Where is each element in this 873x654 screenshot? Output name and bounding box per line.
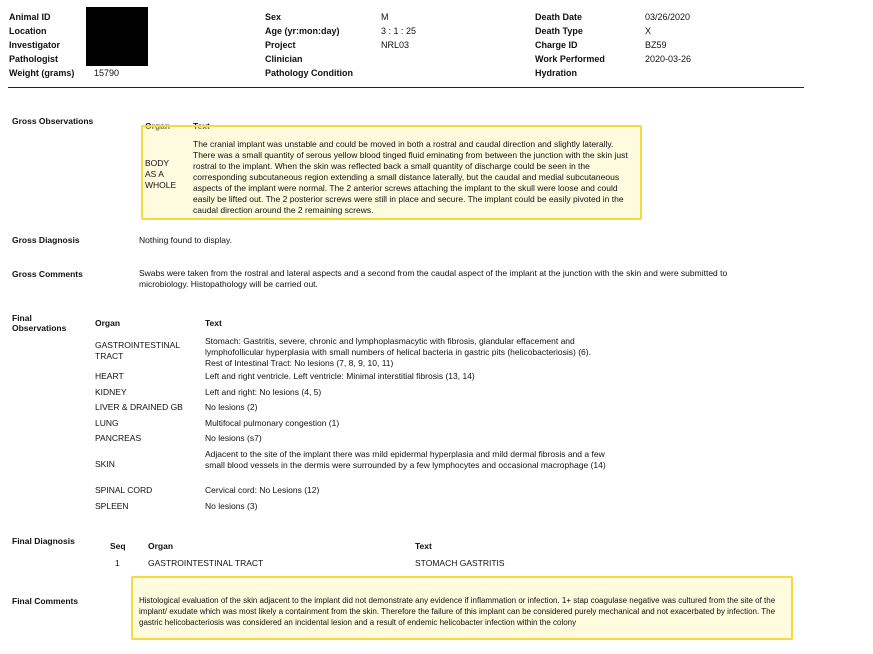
final-obs-text-heart: Left and right ventricle. Left ventricle: Minimal interstitial fibrosis (13, 14) bbox=[205, 371, 475, 381]
final-obs-organ-liver: LIVER & DRAINED GB bbox=[95, 402, 183, 412]
gross-diagnosis-title: Gross Diagnosis bbox=[12, 235, 80, 245]
label-hydration: Hydration bbox=[535, 68, 578, 78]
gross-comments-title: Gross Comments bbox=[12, 269, 83, 279]
final-observations-title-line-1: Final bbox=[12, 313, 32, 323]
label-animal-id: Animal ID bbox=[9, 12, 51, 22]
final-comments-title: Final Comments bbox=[12, 596, 79, 606]
final-obs-organ-spinal-cord: SPINAL CORD bbox=[95, 485, 153, 495]
gross-obs-col-text: Text bbox=[193, 121, 210, 131]
gross-obs-organ-line-3: WHOLE bbox=[145, 180, 177, 190]
final-obs-col-organ: Organ bbox=[95, 318, 121, 328]
gross-obs-organ-line-2: AS A bbox=[145, 169, 164, 179]
value-weight: 15790 bbox=[94, 68, 120, 78]
label-death-type: Death Type bbox=[535, 26, 583, 36]
header-divider bbox=[8, 87, 804, 88]
final-diagnosis-title: Final Diagnosis bbox=[12, 536, 75, 546]
gross-obs-organ-line-1: BODY bbox=[145, 158, 170, 168]
final-obs-organ-skin: SKIN bbox=[95, 459, 115, 469]
final-obs-text-kidney: Left and right: No lesions (4, 5) bbox=[205, 387, 322, 397]
label-weight: Weight (grams) bbox=[9, 68, 75, 78]
final-diag-col-text: Text bbox=[415, 541, 432, 551]
final-obs-text-spinal-cord: Cervical cord: No Lesions (12) bbox=[205, 485, 320, 495]
final-obs-col-text: Text bbox=[205, 318, 222, 328]
label-project: Project bbox=[265, 40, 296, 50]
label-charge-id: Charge ID bbox=[535, 40, 578, 50]
redaction-block bbox=[86, 7, 148, 66]
gross-diagnosis-text: Nothing found to display. bbox=[139, 235, 232, 245]
value-sex: M bbox=[381, 12, 389, 22]
gross-obs-text: The cranial implant was unstable and could be moved in both a rostral and caudal direction and slightly laterally. There was a small quantity of serous yellow blood tinged fluid eminating from between the junction with the skin just rostral to the implant. When the skin was reflected back a small quantity of discharge could be seen in the corresponding subcutaneous region extending a small distance laterally, but the caudal and medial subcutaneous aspects of the implant were normal. The 2 anterior screws attaching the implant to the skull were loose and could easily be lifted out. The 2 posterior screws were still in place and secure. The implant could be easily pivoted in the caudal direction around the 2 remaining screws. bbox=[193, 139, 628, 215]
final-diag-organ: GASTROINTESTINAL TRACT bbox=[148, 558, 264, 568]
final-diag-col-organ: Organ bbox=[148, 541, 174, 551]
gross-obs-col-organ: Organ bbox=[145, 121, 171, 131]
value-age: 3 : 1 : 25 bbox=[381, 26, 417, 36]
label-location: Location bbox=[9, 26, 47, 36]
value-charge-id: BZ59 bbox=[645, 40, 667, 50]
label-clinician: Clinician bbox=[265, 54, 303, 64]
final-obs-organ-heart: HEART bbox=[95, 371, 124, 381]
gross-observations-title: Gross Observations bbox=[12, 116, 94, 126]
final-obs-text-lung: Multifocal pulmonary congestion (1) bbox=[205, 418, 340, 428]
label-age: Age (yr:mon:day) bbox=[265, 26, 340, 36]
final-obs-text-spleen: No lesions (3) bbox=[205, 501, 258, 511]
final-obs-organ-gi: GASTROINTESTINAL TRACT bbox=[95, 340, 180, 361]
final-obs-text-liver: No lesions (2) bbox=[205, 402, 258, 412]
label-work-performed: Work Performed bbox=[535, 54, 605, 64]
label-investigator: Investigator bbox=[9, 40, 61, 50]
value-project: NRL03 bbox=[381, 40, 410, 50]
value-death-date: 03/26/2020 bbox=[645, 12, 691, 22]
final-observations-title-line-2: Observations bbox=[12, 323, 67, 333]
label-sex: Sex bbox=[265, 12, 282, 22]
final-comments-text: Histological evaluation of the skin adjacent to the implant did not demonstrate any evidence if inflammation or infection. 1+ stap coagulase negative was cultured from the site of the implant/ exudate which was most likely a containment from the skin. Therefore the failure of this implant can be considered purely mechanical and not exacerbated by infection. The gastric helicobacteriosis was considered an incidental lesion and a result of endemic helicobacter infection within the colony bbox=[139, 596, 776, 627]
label-pathology-condition: Pathology Condition bbox=[265, 68, 353, 78]
final-obs-organ-kidney: KIDNEY bbox=[95, 387, 127, 397]
final-obs-organ-lung: LUNG bbox=[95, 418, 119, 428]
final-diag-col-seq: Seq bbox=[110, 541, 126, 551]
value-work-performed: 2020-03-26 bbox=[645, 54, 692, 64]
value-death-type: X bbox=[645, 26, 652, 36]
gross-comments-text: Swabs were taken from the rostral and lateral aspects and a second from the caudal aspect of the implant at the junction with the skin and were submitted to microbiology. Histopathology will be carried out. bbox=[139, 268, 728, 289]
label-pathologist: Pathologist bbox=[9, 54, 58, 64]
final-obs-text-gi: Stomach: Gastritis, severe, chronic and lymphoplasmacytic with fibrosis, glandular effacement and lymphofollicular hyperplasia with small numbers of helical bacteria in gastric pits (helicobacteriosis) (6). Rest of Intestinal Tract: No lesions (7, 8, 9, 10, 11) bbox=[205, 336, 591, 368]
final-diag-seq: 1 bbox=[115, 558, 120, 568]
final-obs-text-pancreas: No lesions (s7) bbox=[205, 433, 262, 443]
final-diag-text: STOMACH GASTRITIS bbox=[415, 558, 505, 568]
label-death-date: Death Date bbox=[535, 12, 583, 22]
final-obs-text-skin: Adjacent to the site of the implant there was mild epidermal hyperplasia and mild dermal fibrosis and a few small blood vessels in the dermis were surrounded by a few lymphocytes and occasional macrophage (14) bbox=[205, 449, 606, 470]
final-obs-organ-pancreas: PANCREAS bbox=[95, 433, 142, 443]
final-obs-organ-spleen: SPLEEN bbox=[95, 501, 129, 511]
